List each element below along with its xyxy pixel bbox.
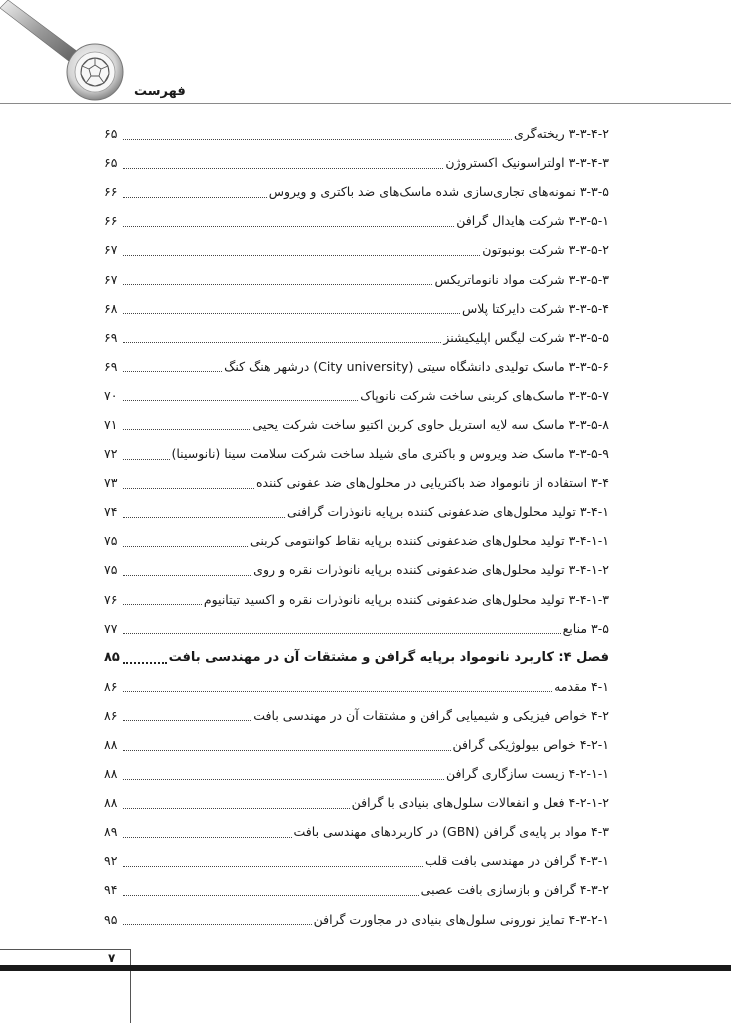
toc-entry-page: ۷۰ [104,387,118,403]
toc-entry-page: ۹۵ [104,911,118,927]
toc-entry-title: ۴-۳ مواد بر پایه‌ی گرافن (GBN) در کاربردهای مهندسی بافت [293,824,609,840]
toc-dot-leader [123,487,254,489]
toc-dot-leader [123,458,170,460]
toc-entry-title: ۳-۳-۴-۲ ریخته‌گری [513,126,609,142]
header-rule [0,103,731,104]
toc-entry-title: ۳-۴ استفاده از نانومواد ضد باکتریایی در محلول‌های ضد عفونی کننده [256,475,609,491]
toc-entry [104,294,609,323]
toc-dot-leader [123,836,292,838]
footer-top-rule [0,949,131,950]
toc-dot-leader [123,283,432,285]
page-number: ۷ [108,951,116,965]
toc-entry-page: ۸۸ [104,766,118,782]
header-title: فهرست [134,84,186,99]
toc-entry-page: ۸۸ [104,795,118,811]
toc-entry-title: ۳-۴-۱ تولید محلول‌های ضدعفونی کننده برپایه نانوذرات گرافنی [286,504,609,520]
toc-entry [104,905,609,934]
toc-entry [104,788,609,817]
toc-dot-leader [123,778,444,780]
toc-entry-title: ۳-۳-۵-۱ شرکت هایدال گرافن [456,213,609,229]
toc-entry [104,875,609,904]
toc-entry [104,381,609,410]
toc-dot-leader [123,167,443,169]
toc-entry-title: ۳-۳-۵-۸ ماسک سه لایه استریل حاوی کربن اکتیو ساخت شرکت یحیی [252,416,609,432]
toc-entry-title: ۳-۳-۵-۲ شرکت بونبوتون [482,242,609,258]
toc-entry [104,672,609,701]
toc-entry-title: ۴-۲-۱ خواص بیولوژیکی گرافن [452,737,609,753]
toc-entry-title: ۴-۱ مقدمه [554,678,609,694]
toc-dot-leader [123,370,222,372]
toc-entry-page: ۷۲ [104,446,118,462]
toc-dot-leader [123,632,561,634]
toc-dot-leader [123,865,423,867]
toc-entry [104,323,609,352]
toc-chapter-entry [104,643,609,672]
toc-dot-leader [123,603,202,605]
toc-dot-leader [123,661,167,664]
table-of-contents [104,119,609,934]
toc-dot-leader [123,807,350,809]
toc-entry-page: ۷۱ [104,416,118,432]
toc-entry-page: ۶۷ [104,242,118,258]
toc-entry [104,235,609,264]
toc-entry-title: ۳-۵ منابع [562,620,609,636]
toc-entry-title: ۳-۳-۵-۵ شرکت لیگس اپلیکیشنز [443,329,609,345]
toc-entry [104,410,609,439]
toc-entry-page: ۹۲ [104,853,118,869]
toc-entry-title: ۴-۲-۱-۲ فعل و انفعالات سلول‌های بنیادی با گرافن [351,795,609,811]
toc-dot-leader [123,225,454,227]
toc-dot-leader [123,196,267,198]
toc-entry-page: ۷۳ [104,475,118,491]
toc-entry-page: ۶۷ [104,271,118,287]
toc-entry [104,468,609,497]
toc-dot-leader [123,923,312,925]
toc-entry-title: ۴-۳-۱ گرافن در مهندسی بافت قلب [424,853,609,869]
toc-entry-title: ۳-۳-۵-۳ شرکت مواد نانوماتریکس [434,271,609,287]
toc-entry-page: ۷۵ [104,533,118,549]
toc-entry [104,352,609,381]
toc-entry-page: ۸۸ [104,737,118,753]
toc-entry-title: ۳-۳-۵-۷ ماسک‌های کربنی ساخت شرکت نانوپاک [360,387,609,403]
footer-vertical-rule [130,949,131,1023]
toc-dot-leader [123,749,451,751]
toc-entry-title: ۳-۳-۵-۴ شرکت دایرکتا پلاس [461,300,609,316]
toc-entry-page: ۸۹ [104,824,118,840]
toc-entry-title: ۴-۳-۲-۱ تمایز نورونی سلول‌های بنیادی در مجاورت گرافن [313,911,609,927]
toc-entry-page: ۷۷ [104,620,118,636]
toc-dot-leader [123,341,441,343]
toc-entry [104,264,609,293]
toc-dot-leader [123,690,552,692]
toc-entry-title: ۳-۳-۴-۳ اولتراسونیک اکستروژن [445,155,609,171]
toc-entry-page: ۶۸ [104,300,118,316]
toc-dot-leader [123,138,512,140]
toc-entry-page: ۶۵ [104,155,118,171]
toc-entry-page: ۶۹ [104,329,118,345]
toc-entry [104,817,609,846]
toc-dot-leader [123,399,358,401]
toc-entry [104,701,609,730]
toc-dot-leader [123,894,419,896]
toc-entry [104,614,609,643]
toc-entry [104,119,609,148]
toc-entry-title: ۴-۳-۲ گرافن و بازسازی بافت عصبی [420,882,609,898]
toc-dot-leader [123,574,251,576]
toc-dot-leader [123,254,480,256]
toc-dot-leader [123,719,251,721]
toc-entry [104,526,609,555]
footer-rule [0,965,731,971]
toc-entry [104,585,609,614]
toc-entry-page: ۹۴ [104,882,118,898]
toc-entry-page: ۷۴ [104,504,118,520]
toc-entry [104,177,609,206]
toc-entry-page: ۸۵ [104,649,120,665]
toc-entry-title: ۳-۴-۱-۳ تولید محلول‌های ضدعفونی کننده برپایه نانوذرات نقره و اکسید تیتانیوم [203,591,609,607]
toc-entry-page: ۶۵ [104,126,118,142]
toc-entry [104,759,609,788]
toc-dot-leader [123,545,248,547]
toc-entry [104,846,609,875]
toc-dot-leader [123,312,460,314]
toc-entry-page: ۸۶ [104,678,118,694]
toc-entry [104,206,609,235]
toc-entry-page: ۷۶ [104,591,118,607]
toc-entry-page: ۶۹ [104,358,118,374]
toc-entry [104,555,609,584]
toc-entry [104,148,609,177]
toc-entry-title: ۳-۴-۱-۲ تولید محلول‌های ضدعفونی کننده برپایه نانوذرات نقره و روی [253,562,609,578]
toc-entry [104,497,609,526]
toc-entry-title: ۳-۳-۵-۶ ماسک تولیدی دانشگاه سیتی (City university) درشهر هنگ کنگ [224,358,609,374]
toc-entry-title: ۳-۴-۱-۱ تولید محلول‌های ضدعفونی کننده برپایه نقاط کوانتومی کربنی [249,533,609,549]
toc-entry [104,439,609,468]
toc-entry-page: ۷۵ [104,562,118,578]
header-fullerene-graphic [0,0,140,110]
toc-entry-page: ۶۶ [104,213,118,229]
toc-entry-title: ۴-۲-۱-۱ زیست سازگاری گرافن [446,766,609,782]
toc-entry-title: ۴-۲ خواص فیزیکی و شیمیایی گرافن و مشتقات آن در مهندسی بافت [253,707,609,723]
toc-dot-leader [123,428,250,430]
toc-entry-page: ۸۶ [104,707,118,723]
toc-entry [104,730,609,759]
toc-entry-title: فصل ۴: کاربرد نانومواد برپایه گرافن و مشتقات آن در مهندسی بافت [168,649,609,665]
toc-entry-page: ۶۶ [104,184,118,200]
toc-entry-title: ۳-۳-۵ نمونه‌های تجاری‌سازی شده ماسک‌های ضد باکتری و ویروس [268,184,609,200]
toc-dot-leader [123,516,285,518]
toc-entry-title: ۳-۳-۵-۹ ماسک ضد ویروس و باکتری مای شیلد ساخت شرکت سلامت سینا (نانوسینا) [171,446,609,462]
